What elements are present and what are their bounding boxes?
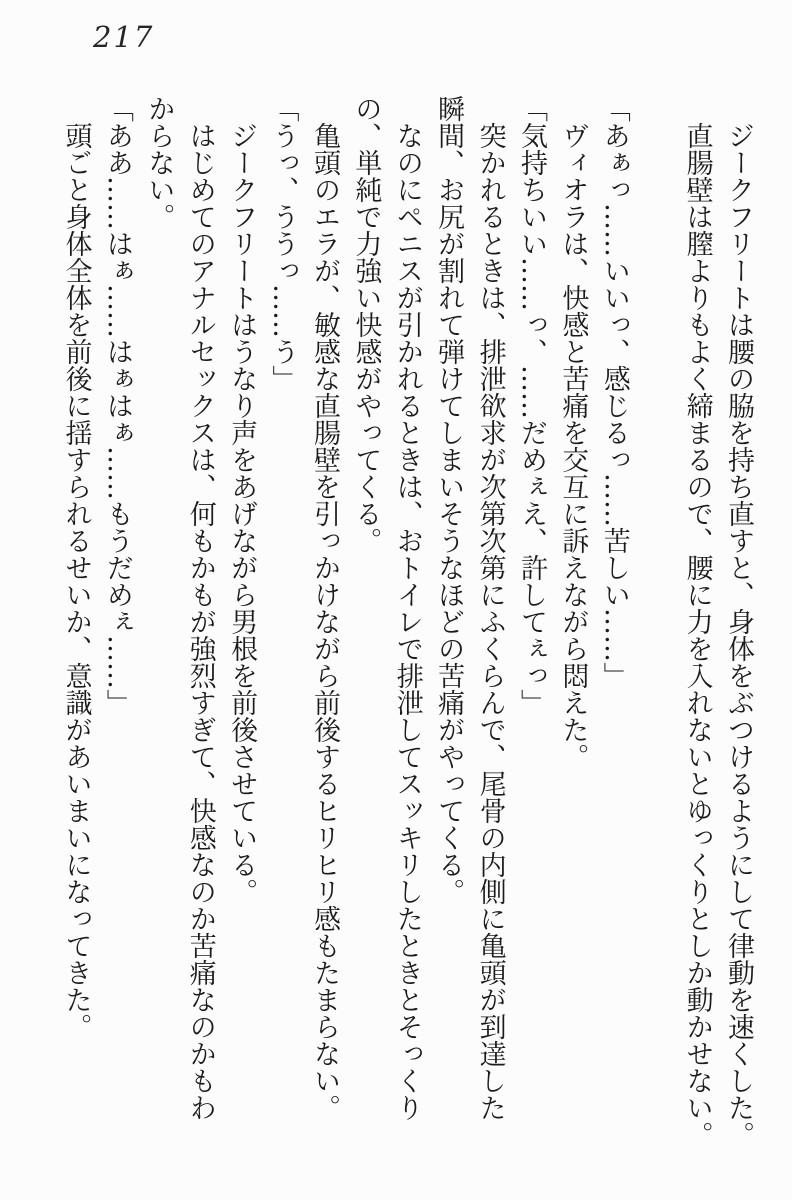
text-column: ジークフリートはうなり声をあげながら男根を前後させている。 — [226, 122, 258, 905]
text-column: からない。 — [143, 95, 175, 230]
text-column: 突かれるときは、排泄欲求が次第次第にふくらんで、尾骨の内側に亀頭が到達した — [474, 122, 506, 1121]
text-column: 「うっ、ううっ……う」 — [267, 95, 299, 392]
text-column: の、単純で力強い快感がやってくる。 — [350, 95, 382, 554]
text-column: 亀頭のエラが、敏感な直腸壁を引っかけながら前後するヒリヒリ感もたまらない。 — [308, 122, 340, 1121]
text-column: 頭ごと身体全体を前後に揺すられるせいか、意識があいまいになってきた。 — [60, 122, 92, 1040]
text-column: ヴィオラは、快感と苦痛を交互に訴えながら悶えた。 — [557, 122, 589, 770]
text-column: 瞬間、お尻が割れて弾けてしまいそうなほどの苦痛がやってくる。 — [433, 95, 465, 905]
page-number: 217 — [93, 20, 155, 54]
text-column: なのにペニスが引かれるときは、おトイレで排泄してスッキリしたときとそっくり — [391, 122, 423, 1121]
text-column: はじめてのアナルセックスは、何もかもが強烈すぎて、快感なのか苦痛なのかもわ — [184, 122, 216, 1121]
text-column: 「ああ……はぁ……はぁはぁ……もうだめぇ……」 — [101, 95, 133, 716]
blank-column — [635, 95, 676, 1153]
vertical-text-block — [55, 95, 759, 1153]
text-column: ジークフリートは腰の脇を持ち直すと、身体をぶつけるようにして律動を速くした。 — [723, 122, 754, 1148]
text-column: 「気持ちいい……っ、……だめぇえ、許してぇっ」 — [515, 95, 547, 716]
text-column: 直腸壁は膣よりもよく締まるので、腰に力を入れないとゆっくりとしか動かせない。 — [681, 122, 713, 1148]
text-column: 「あぁっ……いいっ、感じるっ……苦しい……」 — [598, 95, 630, 689]
